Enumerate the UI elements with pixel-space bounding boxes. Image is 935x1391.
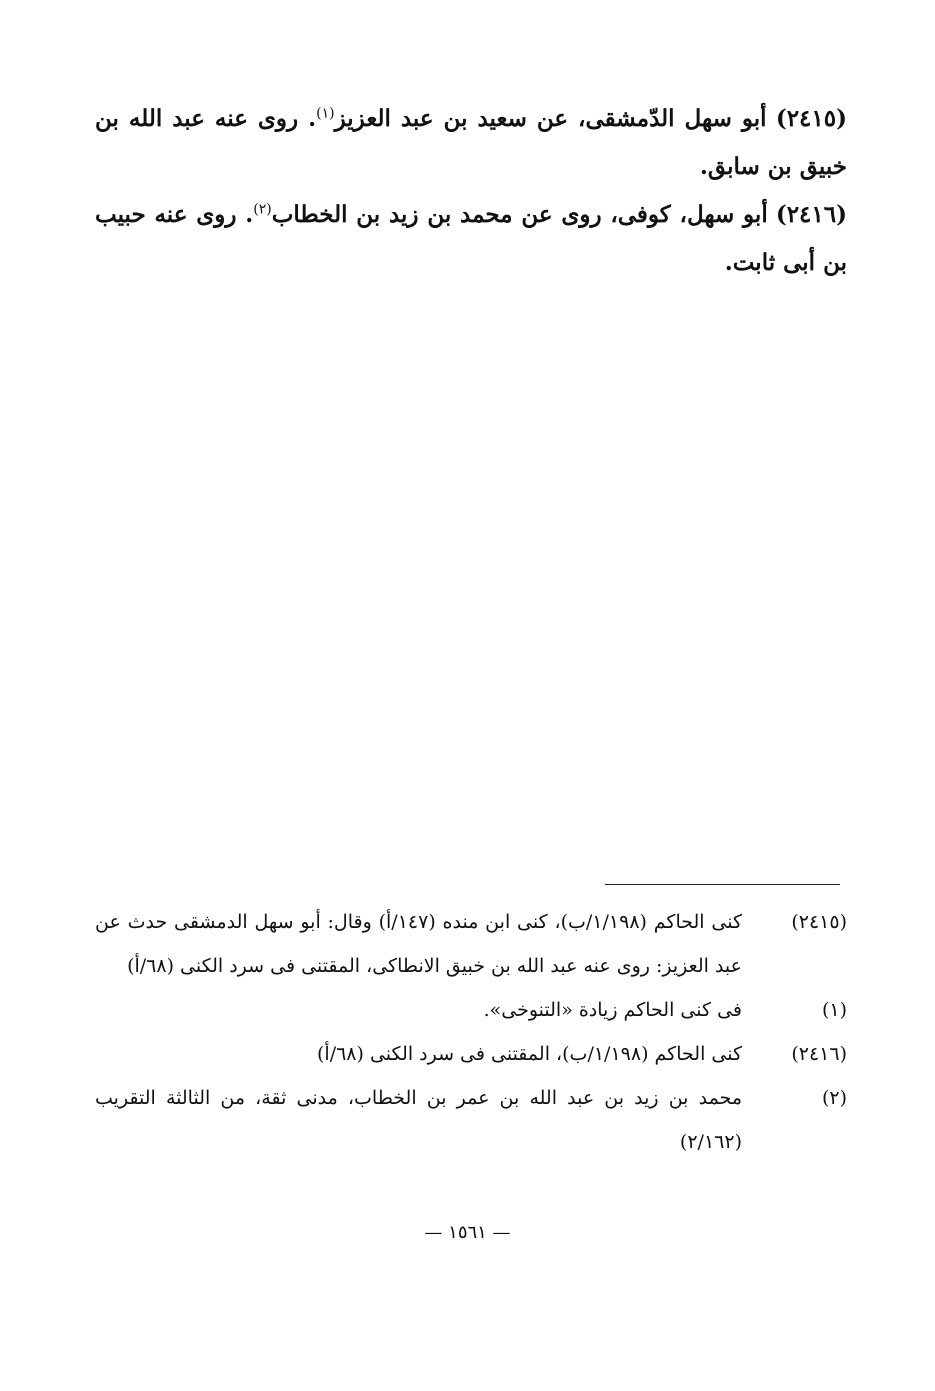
entry-text: أبو سهل، كوفى، روى عن محمد بن زيد بن الخطاب	[271, 201, 768, 228]
footnotes-section	[95, 900, 847, 1164]
footnote-ref[interactable]: (١)	[316, 105, 335, 122]
main-text-body	[95, 95, 847, 287]
footnote-item	[95, 1076, 847, 1164]
footnote-text: كنى الحاكم (١/١٩٨/ب)، المقتنى فى سرد الكنى (٦٨/أ)	[317, 1043, 742, 1065]
footnote-label: (٢٤١٦)	[791, 1043, 847, 1065]
entry-number: (٢٤١٦)	[775, 201, 848, 228]
entry-2415	[95, 95, 847, 191]
entry-text-continued: . روى عنه حبيب بن أبى ثابت.	[95, 201, 847, 276]
footnote-label: (٢)	[821, 1087, 847, 1109]
footnote-item	[95, 988, 847, 1032]
entry-text: أبو سهل الدّمشقى، عن سعيد بن عبد العزيز	[334, 105, 767, 132]
entry-number: (٢٤١٥)	[775, 105, 848, 132]
footnote-label: (١)	[821, 999, 847, 1021]
footnote-item	[95, 900, 847, 988]
footnote-ref[interactable]: (٢)	[253, 201, 272, 218]
footnote-text: محمد بن زيد بن عبد الله بن عمر بن الخطاب، مدنى ثقة، من الثالثة التقريب (٢/١٦٢)	[95, 1087, 742, 1153]
footnote-item	[95, 1032, 847, 1076]
footnote-separator	[605, 884, 840, 885]
entry-2416	[95, 191, 847, 287]
footnote-text: فى كنى الحاكم زيادة «التنوخى».	[483, 999, 742, 1021]
page-number: — ١٥٦١ —	[424, 1222, 511, 1243]
footnote-text: كنى الحاكم (١/١٩٨/ب)، كنى ابن منده (١٤٧/أ) وقال: أبو سهل الدمشقى حدث عن عبد العزيز: روى عنه عبد الله بن خبيق الانطاكى، المقتنى فى سرد الكنى (٦٨/أ)	[95, 911, 742, 977]
entry-text-continued: . روى عنه عبد الله بن خبيق بن سابق.	[95, 105, 847, 180]
footnote-label: (٢٤١٥)	[791, 911, 847, 933]
